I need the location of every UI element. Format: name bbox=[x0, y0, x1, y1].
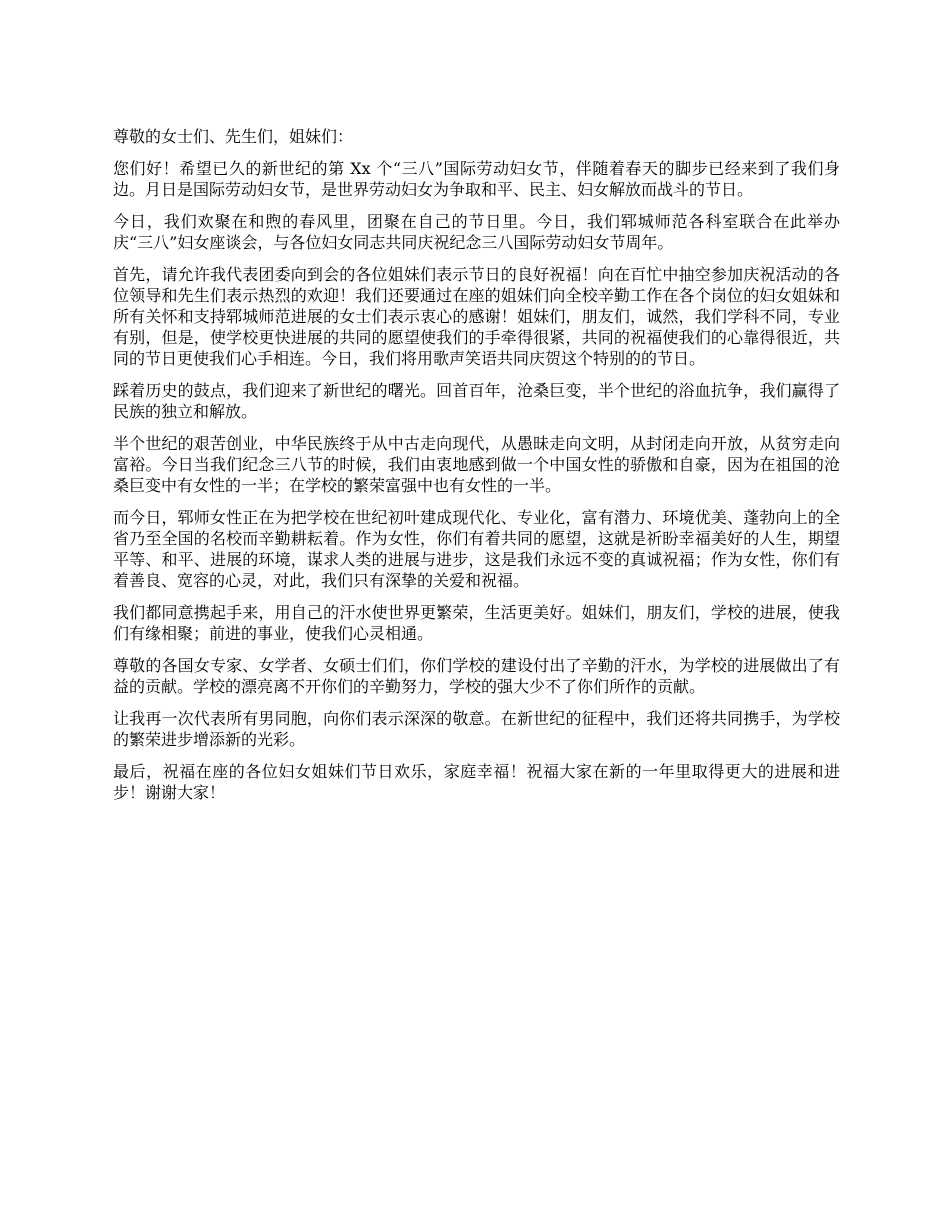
paragraph-7: 我们都同意携起手来，用自己的汗水使世界更繁荣，生活更美好。姐妹们，朋友们，学校的进展，使我们有缘相聚；前进的事业，使我们心灵相通。 bbox=[113, 603, 840, 643]
paragraph-3: 首先，请允许我代表团委向到会的各位姐妹们表示节日的良好祝福！向在百忙中抽空参加庆祝活动的各位领导和先生们表示热烈的欢迎！我们还要通过在座的姐妹们向全校辛勤工作在各个岗位的妇女姐妹和所有关怀和支持郓城师范进展的女士们表示衷心的感谢！姐妹们，朋友们，诚然，我们学科不同，专业有别，但是，使学校更快进展的共同的愿望使我们的手牵得很紧，共同的祝福使我们的心靠得很近，共同的节日更使我们心手相连。今日，我们将用歌声笑语共同庆贺这个特别的的节日。 bbox=[113, 265, 840, 368]
paragraph-6: 而今日，郓师女性正在为把学校在世纪初叶建成现代化、专业化，富有潜力、环境优美、蓬勃向上的全省乃至全国的名校而辛勤耕耘着。作为女性，你们有着共同的愿望，这就是祈盼幸福美好的人生，期望平等、和平、进展的环境，谋求人类的进展与进步，这是我们永远不变的真诚祝福；作为女性，你们有着善良、宽容的心灵，对此，我们只有深挚的关爱和祝福。 bbox=[113, 508, 840, 590]
paragraph-9: 让我再一次代表所有男同胞，向你们表示深深的敬意。在新世纪的征程中，我们还将共同携手，为学校的繁荣进步增添新的光彩。 bbox=[113, 709, 840, 749]
paragraph-5: 半个世纪的艰苦创业，中华民族终于从中古走向现代，从愚昧走向文明，从封闭走向开放，从贫穷走向富裕。今日当我们纪念三八节的时候，我们由衷地感到做一个中国女性的骄傲和自豪，因为在祖国的沧桑巨变中有女性的一半；在学校的繁荣富强中也有女性的一半。 bbox=[113, 434, 840, 495]
paragraph-10: 最后，祝福在座的各位妇女姐妹们节日欢乐，家庭幸福！祝福大家在新的一年里取得更大的进展和进步！谢谢大家！ bbox=[113, 762, 840, 802]
paragraph-8: 尊敬的各国女专家、女学者、女硕士们们，你们学校的建设付出了辛勤的汗水，为学校的进展做出了有益的贡献。学校的漂亮离不开你们的辛勤努力，学校的强大少不了你们所作的贡献。 bbox=[113, 656, 840, 696]
paragraph-1: 您们好！希望已久的新世纪的第 Xx 个“三八”国际劳动妇女节，伴随着春天的脚步已经来到了我们身边。月日是国际劳动妇女节，是世界劳动妇女为争取和平、民主、妇女解放而战斗的节日。 bbox=[113, 159, 840, 199]
salutation: 尊敬的女士们、先生们，姐妹们： bbox=[113, 127, 354, 146]
paragraph-4: 踩着历史的鼓点，我们迎来了新世纪的曙光。回首百年，沧桑巨变，半个世纪的浴血抗争，我们赢得了民族的独立和解放。 bbox=[113, 381, 840, 421]
document-page bbox=[113, 126, 840, 814]
paragraph-2: 今日，我们欢聚在和煦的春风里，团聚在自己的节日里。今日，我们郓城师范各科室联合在此举办庆“三八”妇女座谈会，与各位妇女同志共同庆祝纪念三八国际劳动妇女节周年。 bbox=[113, 212, 840, 252]
